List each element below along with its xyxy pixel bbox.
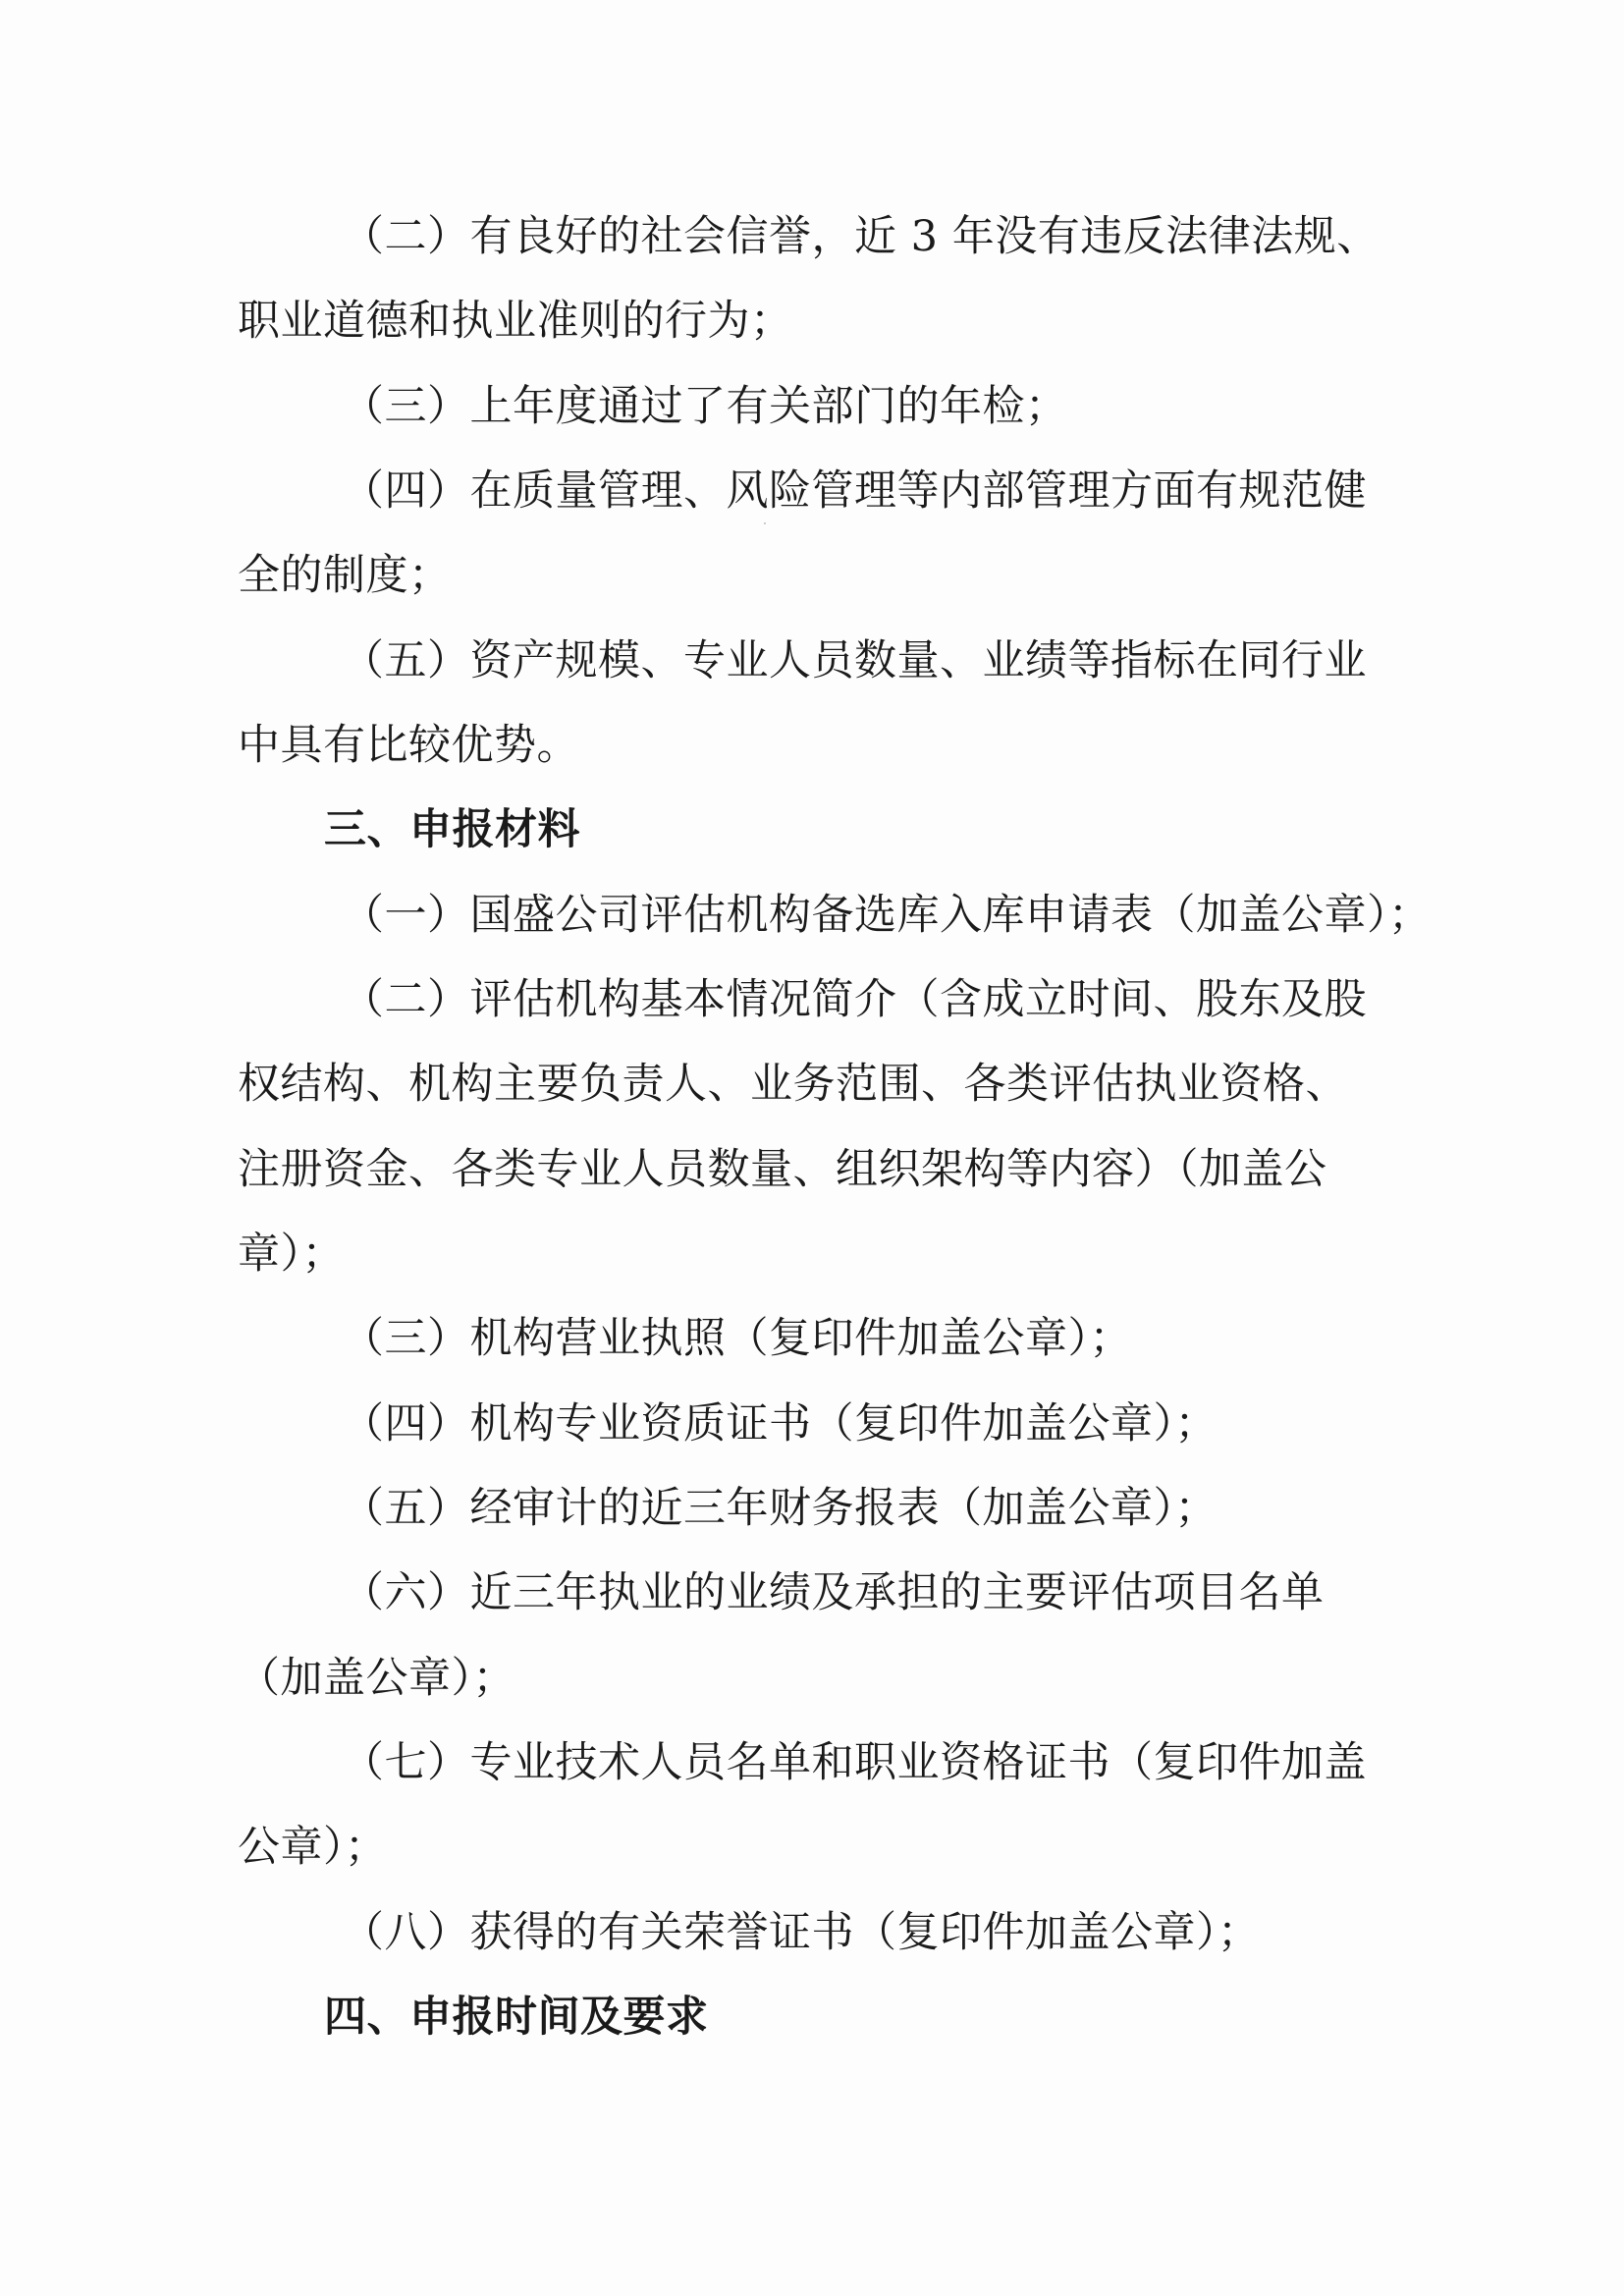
text-line: 注册资金、各类专业人员数量、组织架构等内容）（加盖公 [238, 1145, 1327, 1194]
text-line: 全的制度； [238, 551, 452, 600]
text-line: （四）机构专业资质证书（复印件加盖公章）； [342, 1399, 1218, 1449]
text-line: （二）评估机构基本情况简介（含成立时间、股东及股 [342, 975, 1367, 1024]
section-heading: 四、申报时间及要求 [324, 1993, 709, 2042]
section-heading: 三、申报材料 [324, 805, 580, 854]
text-line: （五）经审计的近三年财务报表（加盖公章）； [342, 1484, 1218, 1533]
text-line: （加盖公章）； [238, 1654, 515, 1703]
text-line: 公章）； [238, 1823, 388, 1872]
text-line: （三）上年度通过了有关部门的年检； [342, 382, 1068, 431]
text-line: （四）在质量管理、风险管理等内部管理方面有规范健 [342, 466, 1367, 516]
text-line: （五）资产规模、专业人员数量、业绩等指标在同行业 [342, 636, 1367, 685]
text-line: （七）专业技术人员名单和职业资格证书（复印件加盖 [342, 1738, 1367, 1787]
text-line: 中具有比较优势。 [238, 721, 579, 770]
text-line: 章）； [238, 1230, 345, 1279]
text-line: 职业道德和执业准则的行为； [238, 297, 793, 346]
text-line: 权结构、机构主要负责人、业务范围、各类评估执业资格、 [238, 1060, 1348, 1109]
text-line: （六）近三年执业的业绩及承担的主要评估项目名单 [342, 1568, 1325, 1617]
text-line: （八）获得的有关荣誉证书（复印件加盖公章）； [342, 1908, 1261, 1957]
text-line: （二）有良好的社会信誉，近 3 年没有违反法律法规、 [342, 212, 1380, 261]
text-line: （三）机构营业执照（复印件加盖公章）； [342, 1314, 1132, 1363]
scan-speck [764, 522, 766, 524]
text-line: （一）国盛公司评估机构备选库入库申请表（加盖公章）； [342, 891, 1432, 940]
